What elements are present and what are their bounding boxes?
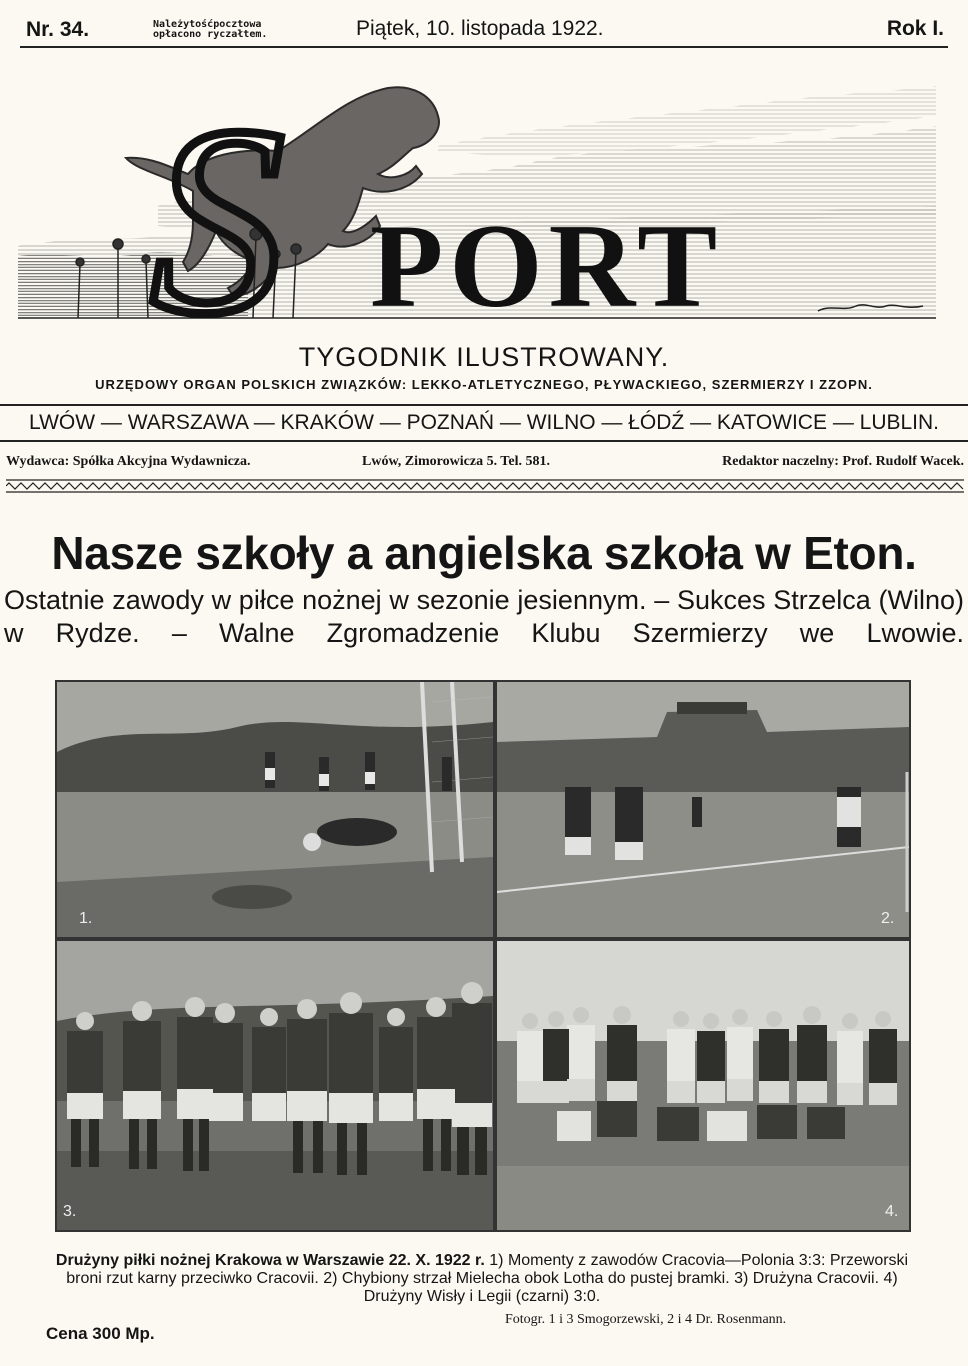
- caption-lead: Drużyny piłki nożnej Krakowa w Warszawie 22. X. 1922 r.: [55, 1252, 485, 1269]
- top-bar: [20, 12, 948, 48]
- postal-note: [153, 20, 267, 40]
- photo-3-number: 3.: [63, 1203, 77, 1220]
- postal-note-line2: opłacono ryczałtem.: [153, 29, 268, 40]
- issue-number: Nr. 34.: [26, 18, 90, 41]
- cities-line: LWÓW — WARSZAWA — KRAKÓW — POZNAŃ — WILNO — ŁÓDŹ — KATOWICE — LUBLIN.: [0, 404, 968, 442]
- official-organ-line: URZĘDOWY ORGAN POLSKICH ZWIĄZKÓW: LEKKO-ATLETYCZNEGO, PŁYWACKIEGO, SZERMIERZY I ZZOPN.: [95, 377, 873, 392]
- photo-4-number: 4.: [885, 1203, 899, 1220]
- photo-collage: [55, 680, 911, 1232]
- publisher-address: Lwów, Zimorowicza 5. Tel. 581.: [362, 454, 550, 469]
- article-subhead: Ostatnie zawody w piłce nożnej w sezonie jesiennym. – Sukces Strzelca (Wilno) w Rydze. – Walne Zgromadzenie Klubu Szermierzy we Lwowie.: [4, 585, 964, 648]
- postal-note-line1: Należytośćpocztowa: [153, 19, 262, 30]
- article-headline: Nasze szkoły a angielska szkoła w Eton.: [51, 527, 917, 579]
- issue-date: Piątek, 10. listopada 1922.: [356, 17, 604, 40]
- photo-2-number: 2.: [881, 910, 895, 927]
- publisher-name: Wydawca: Spółka Akcyjna Wydawnicza.: [6, 454, 251, 469]
- photo-1-number: 1.: [79, 910, 93, 927]
- photo-2: [497, 682, 909, 937]
- masthead-title-rest: PORT: [370, 199, 724, 332]
- ornamental-rule: [6, 478, 964, 494]
- issue-year: Rok I.: [886, 17, 944, 40]
- masthead-subtitle: TYGODNIK ILUSTROWANY.: [298, 342, 670, 372]
- editor-name: Redaktor naczelny: Prof. Rudolf Wacek.: [722, 454, 964, 469]
- masthead-title-initial: S: [150, 71, 285, 334]
- photo-4: [497, 941, 909, 1230]
- caption-text: 1) Momenty z zawodów Cracovia—Polonia 3:3: Przeworski broni rzut karny przeciwko Cracovii. 2) Chybiony strzał Mielecha obok Lotha do pustej bramki. 3) Drużyna Cracovii. 4) Drużyny Wisły i Legii (czarni) 3:0.: [66, 1252, 909, 1305]
- photo-caption: [46, 1252, 918, 1306]
- photo-1: [57, 682, 493, 937]
- masthead: [18, 56, 950, 334]
- masthead-illustration: [18, 56, 950, 334]
- photo-3: [57, 941, 493, 1230]
- issue-price: Cena 300 Mp.: [46, 1324, 155, 1343]
- photo-credit: Fotogr. 1 i 3 Smogorzewski, 2 i 4 Dr. Rosenmann.: [505, 1312, 787, 1327]
